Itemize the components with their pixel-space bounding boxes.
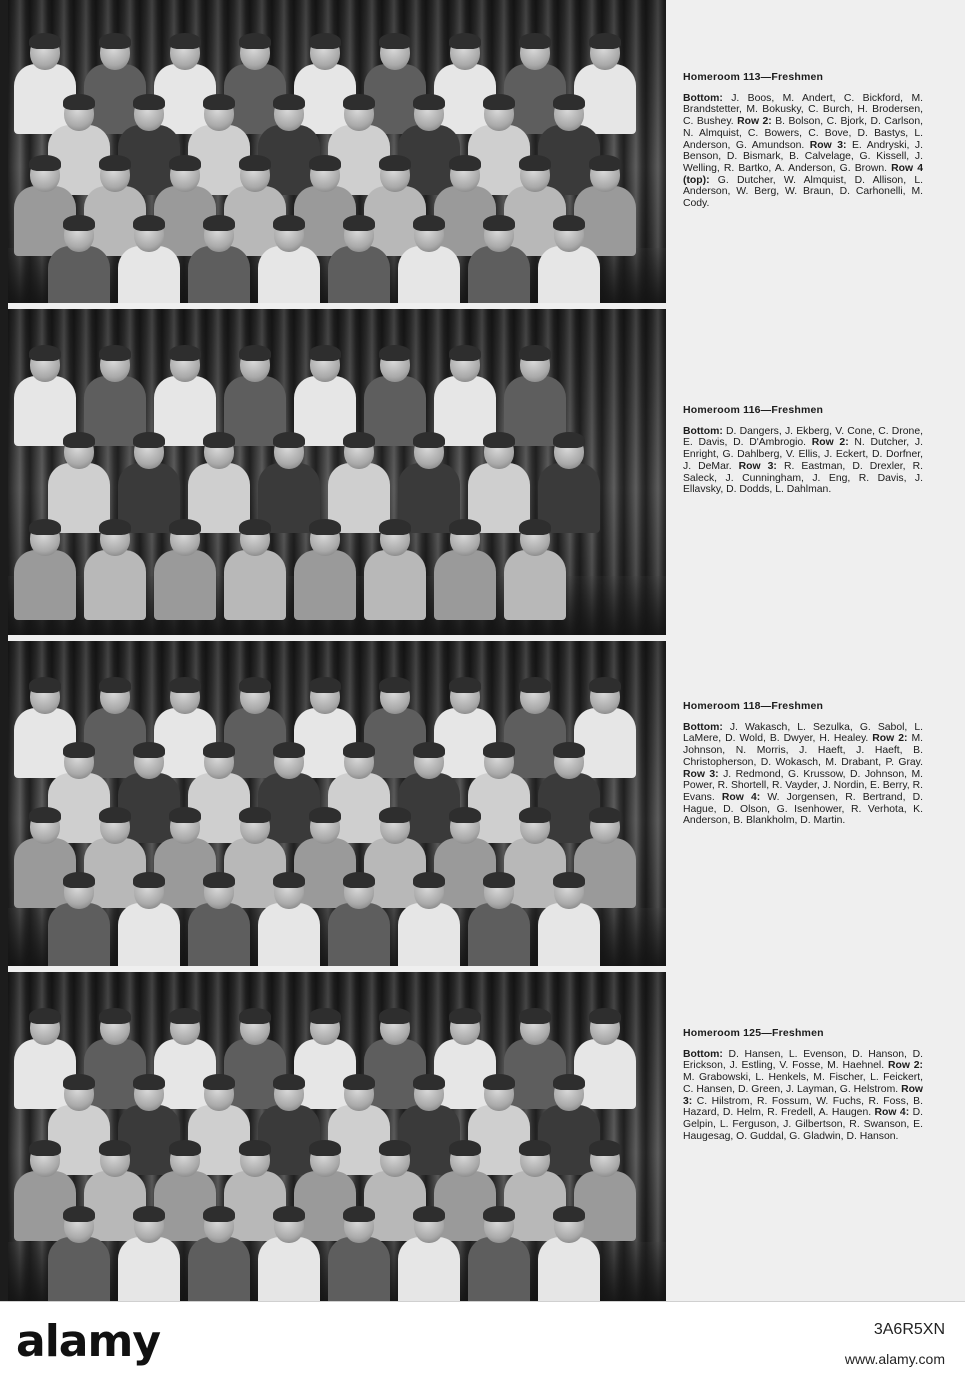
homeroom-116-caption (683, 405, 923, 496)
row-label: Bottom: (683, 92, 723, 104)
row-names: M. Johnson, N. Morris, J. Haeft, J. Haeft, B. Christopherson, D. Wokasch, M. Drabant, P. Gray. (683, 733, 923, 768)
row-names: D. Hansen, L. Evenson, D. Hanson, D. Erickson, J. Estling, V. Fosse, M. Haehnel. (683, 1048, 923, 1072)
image-id: 3A6R5XN (873, 1321, 945, 1338)
homeroom-125-caption (683, 1028, 923, 1142)
row-label: Bottom: (683, 425, 723, 437)
row-label: Row 2: (811, 437, 849, 449)
row-label: Row 3: (683, 1083, 923, 1107)
homeroom-title: Homeroom 118—Freshmen (683, 700, 824, 712)
homeroom-118-caption (683, 701, 923, 827)
page-edge-shadow (0, 0, 8, 1301)
watermark-url: www.alamy.com (844, 1351, 945, 1367)
row-names: M. Grabowski, L. Henkels, M. Fischer, L. Feickert, C. Hansen, D. Green, J. Layman, G. Helstrom. (683, 1072, 923, 1095)
homeroom-title: Homeroom 125—Freshmen (683, 1027, 824, 1039)
row-label: Bottom: (683, 1048, 723, 1060)
row-label: Row 2: (887, 1060, 924, 1072)
row-names: W. Jorgensen, R. Bertrand, D. Hague, D. Olson, G. Isenhower, R. Verhota, K. Anderson, B. Blankholm, D. Martin. (683, 791, 924, 827)
row-names: N. Dutcher, J. Enright, G. Dahlberg, V. Ellis, J. Eckert, D. Dorfner, J. DeMar. (683, 437, 923, 472)
row-label: Row 3: (738, 460, 777, 472)
homeroom-title: Homeroom 113—Freshmen (683, 71, 824, 83)
row-names: B. Bolson, C. Bjork, D. Carlson, N. Almquist, C. Bowers, C. Bove, D. Bastys, L. Anderson, G. Amundson. (683, 116, 924, 151)
row-names: J. Boos, M. Andert, C. Bickford, M. Brandstetter, M. Bokusky, C. Burch, H. Brodersen, C. Bushey. (683, 92, 923, 128)
row-label: Row 4: (721, 791, 761, 803)
homeroom-118-photo (8, 641, 666, 966)
row-names: E. Andryski, J. Benson, D. Bismark, B. Calvelage, G. Kissell, J. Welling, R. Bartko, A. Anderson, G. Brown. (683, 139, 923, 174)
row-label: Row 3: (809, 139, 847, 151)
homeroom-116-photo (8, 309, 666, 635)
row-label: Row 4: (874, 1107, 910, 1119)
row-names: J. Wakasch, L. Sezulka, G. Sabol, L. LaMere, D. Wold, B. Dwyer, H. Healey. (683, 721, 923, 745)
homeroom-title: Homeroom 116—Freshmen (683, 404, 824, 416)
row-label: Row 4 (top): (683, 162, 923, 186)
row-names: D. Dangers, J. Ekberg, V. Cone, C. Drone, E. Davis, D. D'Ambrogio. (683, 425, 923, 449)
homeroom-125-photo (8, 972, 666, 1301)
row-label: Row 3: (683, 768, 719, 780)
row-names: D. Gelpin, L. Ferguson, J. Gilbertson, R. Swanson, E. Haugesag, O. Guddal, G. Gladwin, D. Hanson. (683, 1107, 924, 1142)
homeroom-113-caption (683, 72, 923, 210)
row-label: Bottom: (683, 721, 723, 733)
row-label: Row 2: (737, 116, 772, 128)
watermark-divider (0, 1301, 965, 1302)
row-names: J. Redmond, G. Krussow, D. Johnson, M. Power, R. Shortell, R. Vayder, J. Nordin, E. Berry, R. Evans. (683, 768, 923, 803)
alamy-logo: alamy (16, 1316, 160, 1367)
row-names: G. Dutcher, W. Almquist, D. Allison, L. Anderson, W. Berg, W. Braun, D. Carhonelli, M. Cody. (683, 174, 923, 210)
homeroom-113-photo (8, 0, 666, 303)
row-names: R. Eastman, D. Drexler, R. Saleck, J. Cunningham, J. Eng, R. Davis, J. Ellavsky, D. Dodds, L. Dahlman. (683, 460, 924, 496)
row-label: Row 2: (872, 733, 908, 745)
row-names: C. Hilstrom, R. Fossum, W. Fuchs, R. Foss, B. Hazard, D. Helm, R. Fredell, A. Haugen. (683, 1095, 923, 1119)
